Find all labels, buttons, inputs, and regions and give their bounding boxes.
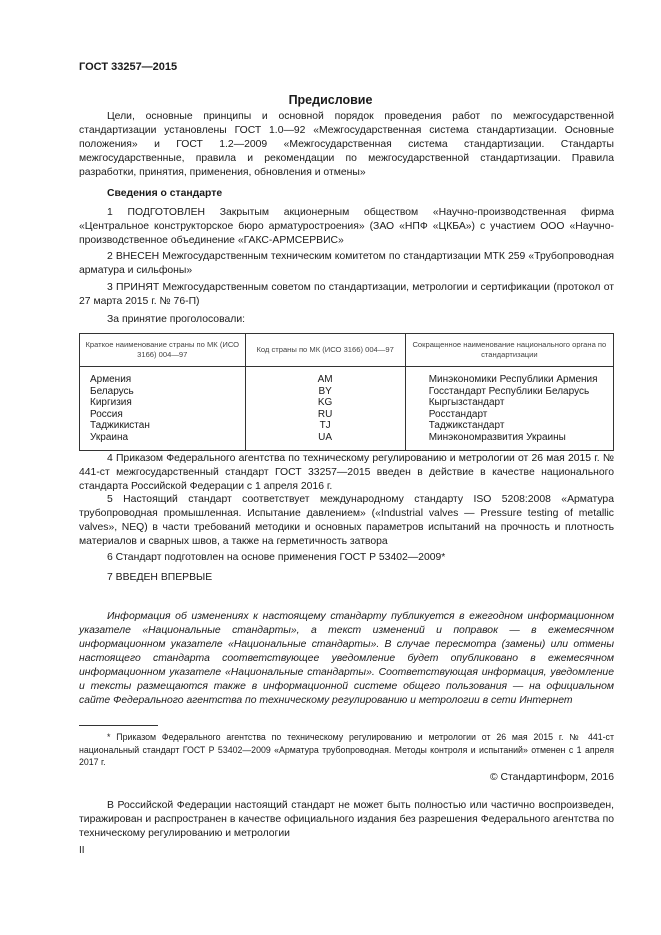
country-code: RU <box>317 408 333 420</box>
country-code: TJ <box>319 420 331 432</box>
country-code: AM <box>317 374 333 385</box>
info-heading: Сведения о стандарте <box>107 188 223 199</box>
agency-cell <box>405 367 613 451</box>
country-name: Армения <box>90 374 132 385</box>
voted-label: За принятие проголосовали: <box>107 314 246 325</box>
agency-name: Минэкономики Республики Армения <box>428 374 598 385</box>
page-number: II <box>79 845 85 856</box>
column-header: Сокращенное наименование национального органа по стандартизации <box>405 334 613 367</box>
country-cell <box>80 367 246 451</box>
code-cell <box>245 367 405 451</box>
country-name: Беларусь <box>90 385 134 397</box>
country-name: Украина <box>90 431 129 443</box>
document-code: ГОСТ 33257—2015 <box>79 61 178 73</box>
country-code: BY <box>318 385 332 397</box>
intro-paragraph: Цели, основные принципы и основной порядок проведения работ по межгосударственной стандартизации установлены ГОСТ 1.0—92 «Межгосударственная система стандартизации. Основные положения» и ГОСТ 1.2—2009 «Межгосударственная система стандартизации. Стандарты межгосударственные, правила и рекомендации по межгосударственной стандартизации. Правила разработки, принятия, применения, обновления и отмены» <box>79 111 614 178</box>
agency-name: Минэкономразвития Украины <box>428 431 566 443</box>
country-name: Россия <box>90 408 123 420</box>
agency-name: Росстандарт <box>428 408 488 420</box>
footnote-divider <box>79 725 158 726</box>
footnote: * Приказом Федерального агентства по техническому регулированию и метрологии от 26 мая 2015 г. № 441-ст национальный стандарт ГОСТ Р 53402—2009 «Арматура трубопроводная. Методы контроля и испытаний» отменен с 1 апреля 2017 г. <box>79 732 614 767</box>
agency-name: Кыргызстандарт <box>428 397 505 409</box>
item-1: 1 ПОДГОТОВЛЕН Закрытым акционерным обществом «Научно-производственная фирма «Центральное конструкторское бюро арматуростроения» (ЗАО «НПФ «ЦКБА») с участием ООО «Научно-производственное объединение «ГАКС-АРМСЕРВИС» <box>79 207 614 246</box>
item-6: 6 Стандарт подготовлен на основе применения ГОСТ Р 53402—2009* <box>107 552 446 563</box>
column-header: Краткое наименование страны по МК (ИСО 3166) 004—97 <box>80 334 246 367</box>
country-code: UA <box>318 431 333 443</box>
table-body <box>80 367 614 451</box>
item-2: 2 ВНЕСЕН Межгосударственным техническим комитетом по стандартизации МТК 259 «Трубопроводная арматура и сильфоны» <box>79 251 614 276</box>
item-3: 3 ПРИНЯТ Межгосударственным советом по стандартизации, метрологии и сертификации (протокол от 27 марта 2015 г. № 76-П) <box>79 282 614 307</box>
agency-name: Таджикстандарт <box>428 420 505 432</box>
item-7: 7 ВВЕДЕН ВПЕРВЫЕ <box>107 572 213 583</box>
table-header-row <box>80 334 614 367</box>
page-title: Предисловие <box>288 93 373 107</box>
column-header: Код страны по МК (ИСО 3166) 004—97 <box>245 334 405 367</box>
item-5: 5 Настоящий стандарт соответствует международному стандарту ISO 5208:2008 «Арматура трубопроводная промышленная. Испытание давлением» («Industrial valves — Pressure testing of metallic valves», NEQ) в части требований методики и основных параметров испытаний на прочность и плотность материалов и сварных швов, а также на герметичность затвора <box>79 494 614 547</box>
country-code: KG <box>317 397 333 409</box>
item-4: 4 Приказом Федерального агентства по техническому регулированию и метрологии от 26 мая 2015 г. № 441-ст межгосударственный стандарт ГОСТ 33257—2015 введен в действие в качестве национального стандарта Российской Федерации с 1 апреля 2016 г. <box>79 453 614 492</box>
info-note: Информация об изменениях к настоящему стандарту публикуется в ежегодном информационном указателе «Национальные стандарты», а текст изменений и поправок — в ежемесячном информационном указателе «Национальные стандарты». В случае пересмотра (замены) или отмены настоящего стандарта соответствующее уведомление будет опубликовано в ежемесячном информационном указателе «Национальные стандарты». Соответствующая информация, уведомление и тексты размещаются также в информационной системе общего пользования — на официальном сайте Федерального агентства по техническому регулированию и метрологии в сети Интернет <box>79 611 614 706</box>
country-name: Таджикистан <box>90 420 150 432</box>
country-name: Киргизия <box>90 397 132 409</box>
copyright: © Стандартинформ, 2016 <box>489 772 614 783</box>
agreement-table <box>79 333 614 451</box>
agency-name: Госстандарт Республики Беларусь <box>428 385 590 397</box>
reproduction-notice: В Российской Федерации настоящий стандарт не может быть полностью или частично воспроизведен, тиражирован и распространен в качестве официального издания без разрешения Федерального агентства по техническому регулированию и метрологии <box>79 800 614 839</box>
